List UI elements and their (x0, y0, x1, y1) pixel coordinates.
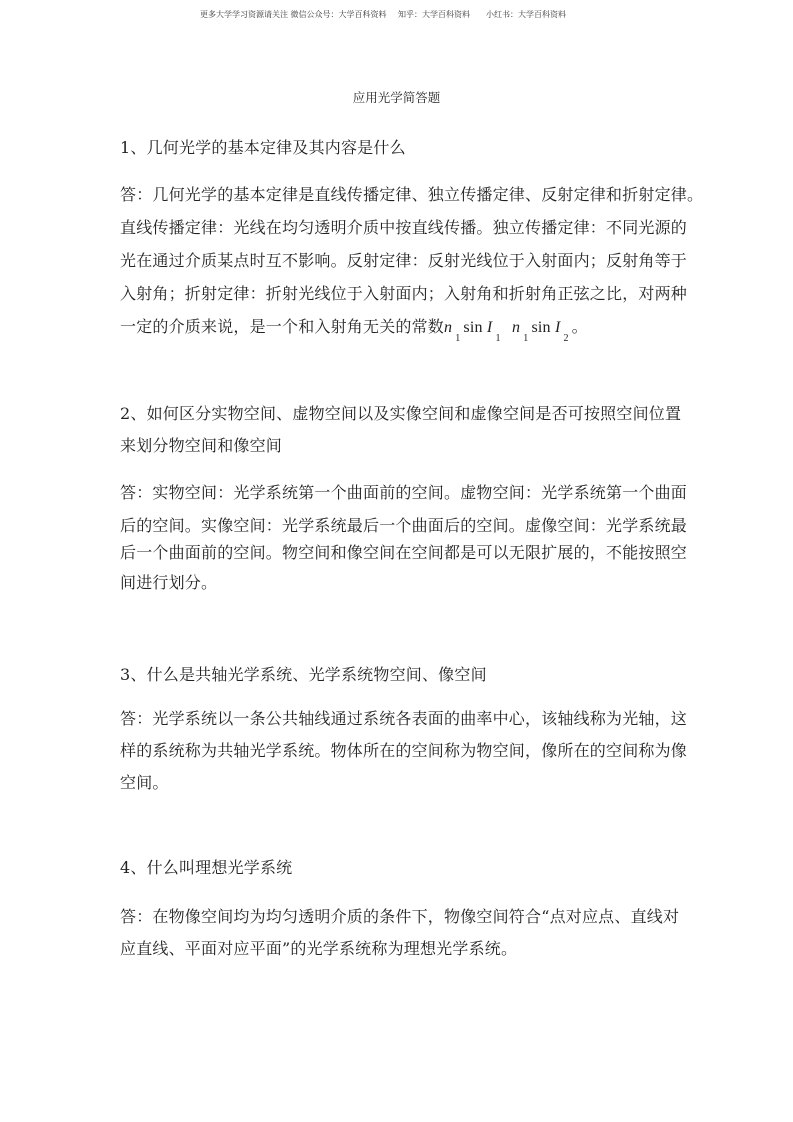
answer-4-line: 答：在物像空间均为均匀透明介质的条件下，物像空间符合“点对应点、直线对 (120, 907, 680, 926)
header-zhihu: 知乎：大学百科资料 (398, 10, 470, 19)
question-2: 2、如何区分实物空间、虚物空间以及实像空间和虚像空间是否可按照空间位置 (120, 404, 682, 423)
snell-formula: $n_1\sin$ $I_1$ $n_1\sin$ $I_2$ (444, 319, 569, 344)
answer-2-line: 答：实物空间：光学系统第一个曲面前的空间。虚物空间：光学系统第一个曲面 (120, 483, 688, 502)
question-2: 来划分物空间和像空间 (120, 436, 283, 455)
header-promo: 更多大学学习资源请关注 微信公众号：大学百科资料 (200, 10, 387, 19)
question-1: 1、几何光学的基本定律及其内容是什么 (120, 138, 406, 157)
question-3: 3、什么是共轴光学系统、光学系统物空间、像空间 (120, 665, 487, 684)
question-4: 4、什么叫理想光学系统 (120, 858, 293, 877)
answer-1-line: 直线传播定律：光线在均匀透明介质中按直线传播。独立传播定律：不同光源的 (120, 218, 688, 237)
document-title: 应用光学简答题 (352, 90, 441, 105)
header-xiaohongshu: 小红书：大学百科资料 (486, 10, 566, 19)
answer-2-line: 后的空间。实像空间：光学系统最后一个曲面后的空间。虚像空间：光学系统最 (120, 516, 688, 535)
answer-1-line: 答：几何光学的基本定律是直线传播定律、独立传播定律、反射定律和折射定律。 (120, 185, 704, 204)
answer-3-line: 空间。 (120, 773, 169, 792)
answer-3-line: 答：光学系统以一条公共轴线通过系统各表面的曲率中心，该轴线称为光轴，这 (120, 709, 688, 728)
answer-1-line: 入射角；折射定律：折射光线位于入射面内；入射角和折射角正弦之比，对两种 (120, 284, 688, 303)
answer-2-line: 间进行划分。 (120, 573, 218, 592)
answer-1-text: 一定的介质来说，是一个和入射角无关的常数 (120, 317, 445, 336)
answer-1-line-formula: 一定的介质来说，是一个和入射角无关的常数$n_1\sin$ $I_1$ $n_1\sin$ $I_2$。 (120, 317, 588, 344)
answer-2-line: 后一个曲面前的空间。物空间和像空间在空间都是可以无限扩展的，不能按照空 (120, 543, 688, 562)
answer-1-line: 光在通过介质某点时互不影响。反射定律：反射光线位于入射面内；反射角等于 (120, 251, 688, 270)
answer-4-line: 应直线、平面对应平面”的光学系统称为理想光学系统。 (120, 939, 518, 958)
answer-3-line: 样的系统称为共轴光学系统。物体所在的空间称为物空间，像所在的空间称为像 (120, 741, 688, 760)
